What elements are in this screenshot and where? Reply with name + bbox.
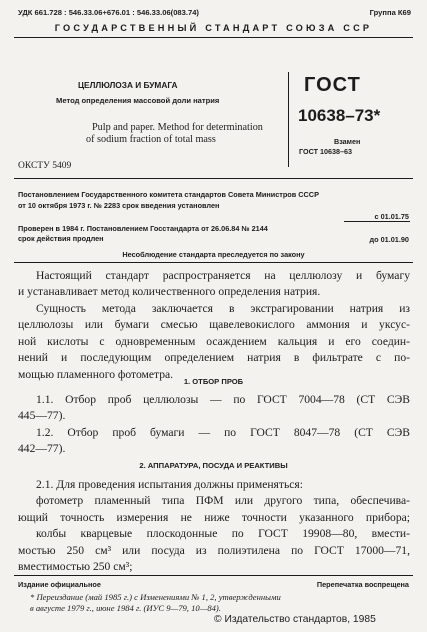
title-en-line-1: Pulp and paper. Method for determination (92, 122, 263, 133)
intro-line: и устанавливает метод количественного определения натрия. (18, 285, 321, 299)
sampling-item: 1.2. Отбор проб бумаги — по ГОСТ 8047—78 (СТ СЭВ (36, 425, 410, 439)
state-standard-banner: ГОСУДАРСТВЕННЫЙ СТАНДАРТ СОЮЗА ССР (54, 23, 373, 33)
decree-line-1: Постановлением Государственного комитета стандартов Совета Министров СССР (18, 190, 319, 199)
extended-to-date: до 01.01.90 (369, 235, 409, 244)
section-1-heading: 1. ОТБОР ПРОБ (183, 377, 244, 386)
section-1-body (18, 392, 410, 458)
decree-rule (14, 262, 413, 263)
intro-paragraph-scope (18, 268, 410, 301)
no-reprint-label: Перепечатка воспрещена (316, 580, 409, 589)
sampling-item: 442—77). (18, 442, 66, 456)
decree-line-2: от 10 октября 1973 г. № 2283 срок введения установлен (18, 201, 220, 210)
sampling-item: 1.1. Отбор проб целлюлозы — по ГОСТ 7004—78 (СТ СЭВ (36, 393, 410, 406)
okstu-code: ОКСТУ 5409 (18, 161, 72, 171)
title-divider (288, 72, 289, 167)
non-compliance-notice: Несоблюдение стандарта преследуется по закону (122, 250, 305, 259)
reissue-note-line-2: в августе 1979 г., июне 1984 г. (ИУС 9—79, 10—84). (30, 603, 221, 613)
apparatus-line: мостью 250 см³ или посуда из полиэтилена по ГОСТ 17000—71, (18, 543, 410, 557)
intro-line: Настоящий стандарт распространяется на целлюлозу и бумагу (36, 269, 410, 282)
intro-paragraph-method (18, 301, 410, 383)
gost-number: 10638–73* (298, 106, 381, 125)
footer-rule (14, 575, 413, 576)
replaces-label: Взамен (334, 137, 361, 146)
effective-from-underline (344, 221, 410, 222)
header-rule (14, 37, 413, 38)
gost-label: ГОСТ (304, 74, 361, 96)
title-rule (14, 178, 413, 179)
replaces-value: ГОСТ 10638–63 (299, 147, 352, 156)
udk-code: УДК 661.728 : 546.33.06+676.01 : 546.33.06(083.74) (18, 8, 199, 17)
section-2-heading: 2. АППАРАТУРА, ПОСУДА И РЕАКТИВЫ (139, 461, 288, 470)
title-ru-main: ЦЕЛЛЮЛОЗА И БУМАГА (78, 80, 178, 90)
reissue-note-line-1: * Переиздание (май 1985 г.) с Изменениями № 1, 2, утвержденными (30, 592, 281, 602)
title-en-line-2: of sodium fraction of total mass (86, 134, 216, 145)
check-line-1: Проверен в 1984 г. Постановлением Госстандарта от 26.06.84 № 2144 (18, 224, 268, 233)
apparatus-line: колбы кварцевые плоскодонные по ГОСТ 19908—80, вмести- (36, 527, 410, 541)
effective-from-date: с 01.01.75 (374, 212, 409, 221)
title-ru-sub: Метод определения массовой доли натрия (56, 96, 220, 105)
intro-line: нений и последующим определением натрия в фильтрате с по- (18, 351, 410, 365)
apparatus-line: ющий точность измерения не ниже точности указанного прибора; (18, 510, 410, 524)
apparatus-line: фотометр пламенный типа ПФМ или другого типа, обеспечива- (36, 494, 410, 508)
section-2-body (18, 477, 410, 575)
apparatus-line: вместимостью 250 см³; (18, 560, 133, 574)
check-line-2: срок действия продлен (18, 234, 104, 243)
intro-line: ной кислоты с одновременным осаждением кальция и его соедин- (18, 334, 410, 348)
sampling-item: 445—77). (18, 409, 66, 423)
intro-line: целлюлозы или бумаги смесью щавелевокислого аммония и уксус- (18, 318, 410, 332)
official-edition-label: Издание официальное (18, 580, 101, 589)
intro-line: мощью пламенного фотометра. (18, 367, 174, 381)
publisher-copyright: © Издательство стандартов, 1985 (214, 614, 376, 625)
group-code: Группа К69 (369, 8, 411, 17)
apparatus-line: 2.1. Для проведения испытания должны применяться: (36, 478, 303, 491)
intro-line: Сущность метода заключается в экстрагировании натрия из (36, 302, 410, 315)
